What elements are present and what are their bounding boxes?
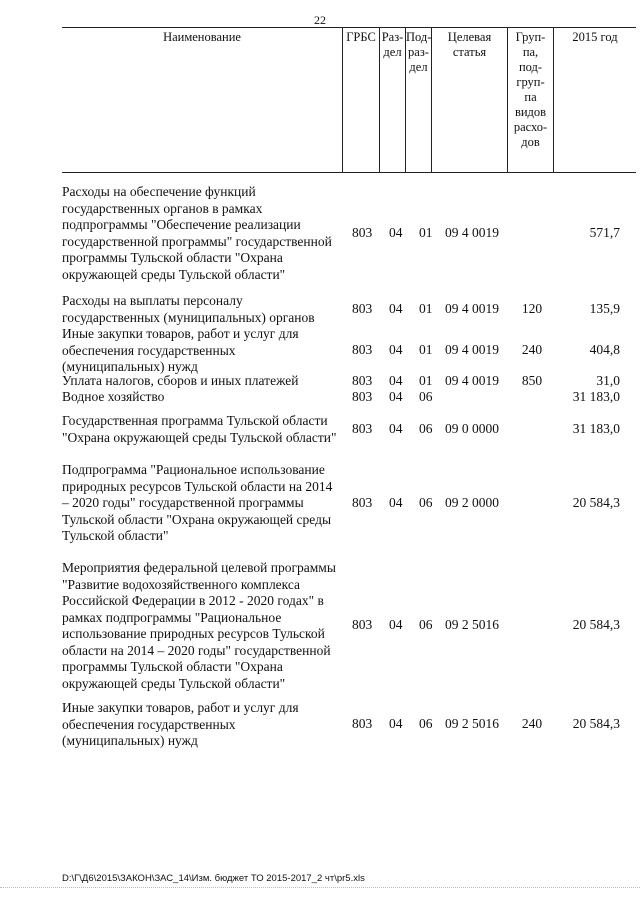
row-name: Водное хозяйство bbox=[62, 389, 165, 404]
row-podrazdel: 01 bbox=[419, 225, 433, 240]
row-podrazdel: 06 bbox=[419, 421, 433, 436]
row-celevaya: 09 4 0019 bbox=[445, 342, 499, 357]
row-grbs: 803 bbox=[352, 617, 373, 632]
row-grbs: 803 bbox=[352, 225, 373, 240]
header-gruppa: Груп- па, под- груп- па видов расхо- дов bbox=[508, 27, 554, 173]
row-gruppa: 240 bbox=[521, 342, 543, 357]
row-celevaya: 09 2 5016 bbox=[445, 617, 499, 632]
table-row bbox=[62, 184, 636, 284]
header-grbs: ГРБС bbox=[343, 27, 380, 173]
row-sum: 20 584,3 bbox=[572, 716, 620, 731]
row-razdel: 04 bbox=[389, 716, 403, 731]
row-sum: 135,9 bbox=[589, 301, 620, 316]
row-name: Мероприятия федеральной целевой программы "Развитие водохозяйственного комплекса Российской Федерации в 2012 - 2020 годах" в рамках подпрограммы "Рациональное использование природных ресурсов Тульской области на 2014 – 2020 годы" государственной программы Тульской области "Охрана окружающей среды Тульской области" bbox=[62, 560, 336, 691]
row-sum: 31,0 bbox=[596, 373, 620, 388]
row-razdel: 04 bbox=[389, 389, 403, 404]
row-celevaya: 09 2 0000 bbox=[445, 495, 499, 510]
row-name: Расходы на выплаты персоналу государственных (муниципальных) органов bbox=[62, 293, 315, 325]
row-sum: 571,7 bbox=[589, 225, 620, 240]
row-celevaya: 09 4 0019 bbox=[445, 301, 499, 316]
table-row bbox=[62, 700, 636, 750]
table-row bbox=[62, 389, 636, 406]
header-celevaya: Целевая статья bbox=[432, 27, 508, 173]
row-podrazdel: 01 bbox=[419, 301, 433, 316]
row-celevaya: 09 4 0019 bbox=[445, 373, 499, 388]
header-podrazdel: Под- раз- дел bbox=[406, 27, 432, 173]
row-razdel: 04 bbox=[389, 225, 403, 240]
row-sum: 404,8 bbox=[589, 342, 620, 357]
row-grbs: 803 bbox=[352, 342, 373, 357]
row-gruppa: 120 bbox=[521, 301, 543, 316]
row-grbs: 803 bbox=[352, 373, 373, 388]
row-razdel: 04 bbox=[389, 421, 403, 436]
header-razdel: Раз- дел bbox=[380, 27, 406, 173]
row-razdel: 04 bbox=[389, 617, 403, 632]
row-name: Подпрограмма "Рациональное использование природных ресурсов Тульской области на 2014 – 2020 годы" государственной программы Тульской области "Охрана окружающей среды Тульской области" bbox=[62, 462, 333, 543]
row-gruppa: 240 bbox=[521, 716, 543, 731]
row-podrazdel: 01 bbox=[419, 373, 433, 388]
row-podrazdel: 06 bbox=[419, 617, 433, 632]
row-sum: 31 183,0 bbox=[572, 389, 620, 404]
row-grbs: 803 bbox=[352, 716, 373, 731]
row-name: Расходы на обеспечение функций государственных органов в рамках подпрограммы "Обеспечение реализации государственной программы" государственной программы Тульской области "Охрана окружающей среды Тульской области" bbox=[62, 184, 332, 282]
row-grbs: 803 bbox=[352, 495, 373, 510]
row-grbs: 803 bbox=[352, 301, 373, 316]
row-grbs: 803 bbox=[352, 421, 373, 436]
table-row bbox=[62, 413, 636, 447]
header-year: 2015 год bbox=[554, 27, 636, 173]
row-razdel: 04 bbox=[389, 301, 403, 316]
table-row bbox=[62, 560, 636, 692]
row-razdel: 04 bbox=[389, 495, 403, 510]
row-sum: 31 183,0 bbox=[572, 421, 620, 436]
row-sum: 20 584,3 bbox=[572, 495, 620, 510]
row-celevaya: 09 2 5016 bbox=[445, 716, 499, 731]
row-podrazdel: 06 bbox=[419, 716, 433, 731]
row-razdel: 04 bbox=[389, 342, 403, 357]
row-gruppa: 850 bbox=[521, 373, 543, 388]
row-name: Иные закупки товаров, работ и услуг для обеспечения государственных (муниципальных) нужд bbox=[62, 326, 299, 374]
row-grbs: 803 bbox=[352, 389, 373, 404]
row-sum: 20 584,3 bbox=[572, 617, 620, 632]
row-celevaya: 09 0 0000 bbox=[445, 421, 499, 436]
table-row bbox=[62, 293, 636, 327]
row-name: Государственная программа Тульской области "Охрана окружающей среды Тульской области" bbox=[62, 413, 337, 445]
row-razdel: 04 bbox=[389, 373, 403, 388]
table-header bbox=[62, 27, 636, 173]
row-celevaya: 09 4 0019 bbox=[445, 225, 499, 240]
row-podrazdel: 06 bbox=[419, 495, 433, 510]
table-row bbox=[62, 373, 636, 390]
row-name: Иные закупки товаров, работ и услуг для обеспечения государственных (муниципальных) нужд bbox=[62, 700, 299, 748]
row-name: Уплата налогов, сборов и иных платежей bbox=[62, 373, 299, 388]
footer-file-path: D:\Г\Д6\2015\ЗАКОН\ЗАС_14\Изм. бюджет ТО 2015-2017_2 чт\pr5.xls bbox=[62, 873, 365, 884]
page-number: 22 bbox=[314, 13, 326, 27]
row-podrazdel: 06 bbox=[419, 389, 433, 404]
row-podrazdel: 01 bbox=[419, 342, 433, 357]
table-row bbox=[62, 462, 636, 546]
header-name: Наименование bbox=[62, 27, 343, 173]
bottom-dotted-rule bbox=[0, 887, 640, 888]
table-row bbox=[62, 326, 636, 376]
